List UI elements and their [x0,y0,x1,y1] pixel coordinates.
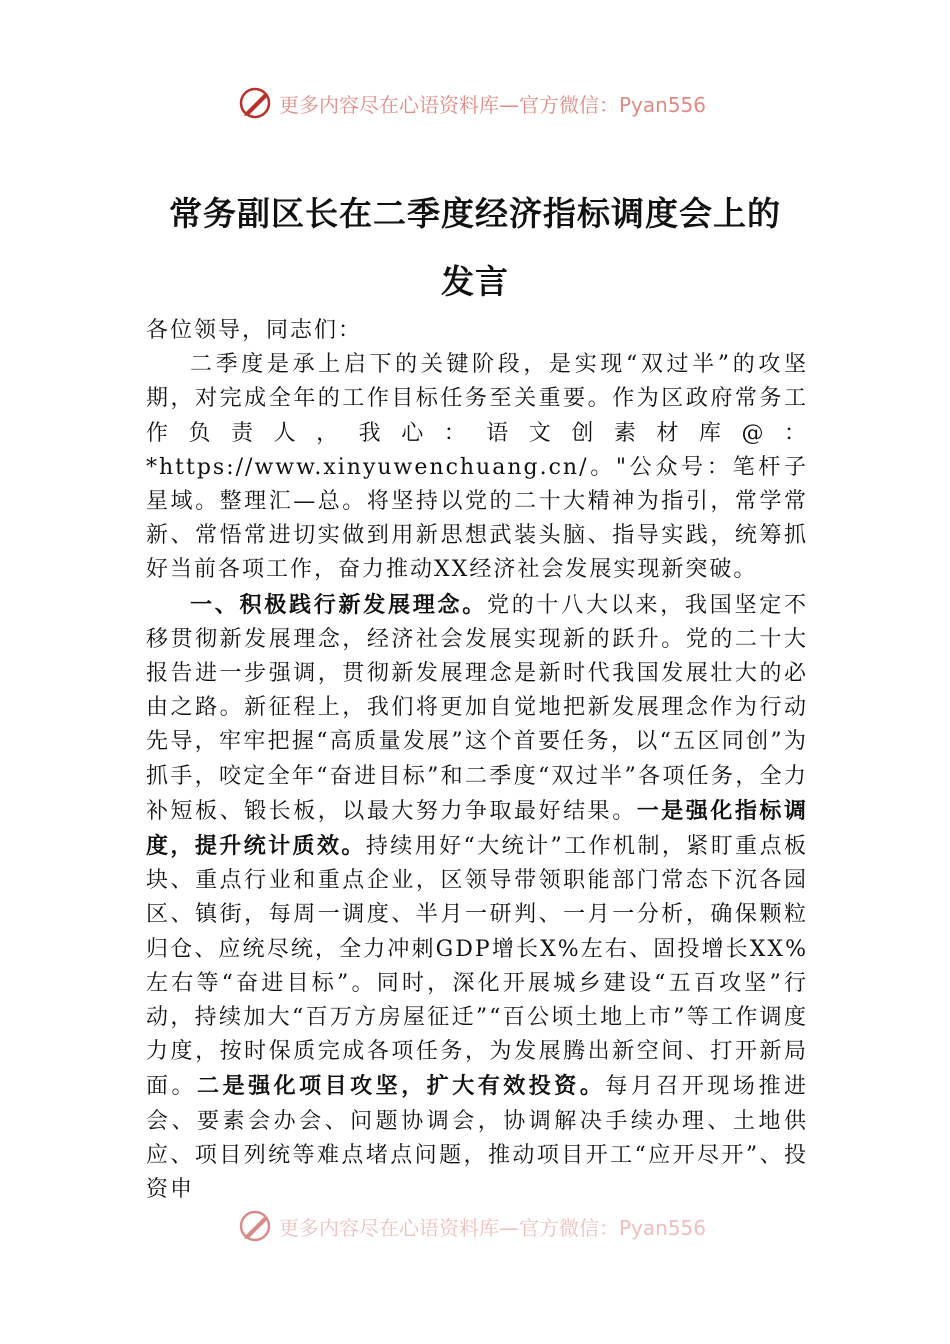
paragraph-intro: 二季度是承上启下的关键阶段，是实现“双过半”的攻坚期，对完成全年的工作目标任务至关重要。作为区政府常务工作负责人，我心：语文创素材库@：*https://www.xinyuwenchuang.cn/。"公众号：笔杆子星域。整理汇—总。将坚持以党的二十大精神为指引，常学常新、常悟常进切实做到用新思想武装头脑、指导实践，统筹抓好当前各项工作，奋力推动XX经济社会发展实现新突破。 [146,352,808,583]
subsection-2-text: 每月召开现场推进会、要素会办会、问题协调会，协调解决手续办理、土地供应、项目列统等难点堵点问题，推动项目开工“应开尽开”、投资申 [146,1074,808,1203]
watermark-text: 更多内容尽在心语资料库—官方微信：Pyan556 [279,1215,707,1240]
pen-logo-icon [237,1208,273,1244]
watermark-text: 更多内容尽在心语资料库—官方微信：Pyan556 [279,92,707,117]
section-1-heading: 一、积极践行新发展理念。 [190,591,487,618]
watermark-header [0,83,950,123]
document-title-line-1: 常务副区长在二季度经济指标调度会上的 [169,194,781,233]
greeting: 各位领导，同志们： [146,318,363,343]
paragraph-section-1 [146,588,808,1208]
subsection-2-heading: 二是强化项目攻坚，扩大有效投资。 [197,1073,606,1100]
document-body [146,314,808,1207]
pen-logo-icon [237,85,273,121]
subsection-1-heading: 一是强化指标调度，提升统计质效。 [146,797,808,860]
subsection-1-text: 持续用好“大统计”工作机制，紧盯重点板块、重点行业和重点企业，区领导带领职能部门常态下沉各园区、镇街，每周一调度、半月一研判、一月一分析，确保颗粒归仓、应统尽统，全力冲刺GDP增长X%左右、固投增长XX%左右等“奋进目标”。同时，深化开展城乡建设“五百攻坚”行动，持续加大“百万方房屋征迁”“百公顷土地上市”等工作调度力度，按时保质完成各项任务，为发展腾出新空间、打开新局面。 [146,834,808,1100]
section-1-text: 党的十八大以来，我国坚定不移贯彻新发展理念，经济社会发展实现新的跃升。党的二十大报告进一步强调，贯彻新发展理念是新时代我国发展壮大的必由之路。新征程上，我们将更加自觉地把新发展理念作为行动先导，牢牢把握“高质量发展”这个首要任务，以“五区同创”为抓手，咬定全年“奋进目标”和二季度“双过半”各项任务，全力补短板、锻长板，以最大努力争取最好结果。 [146,592,808,824]
watermark-footer [0,1206,950,1246]
document-title-line-2: 发言 [441,262,509,301]
